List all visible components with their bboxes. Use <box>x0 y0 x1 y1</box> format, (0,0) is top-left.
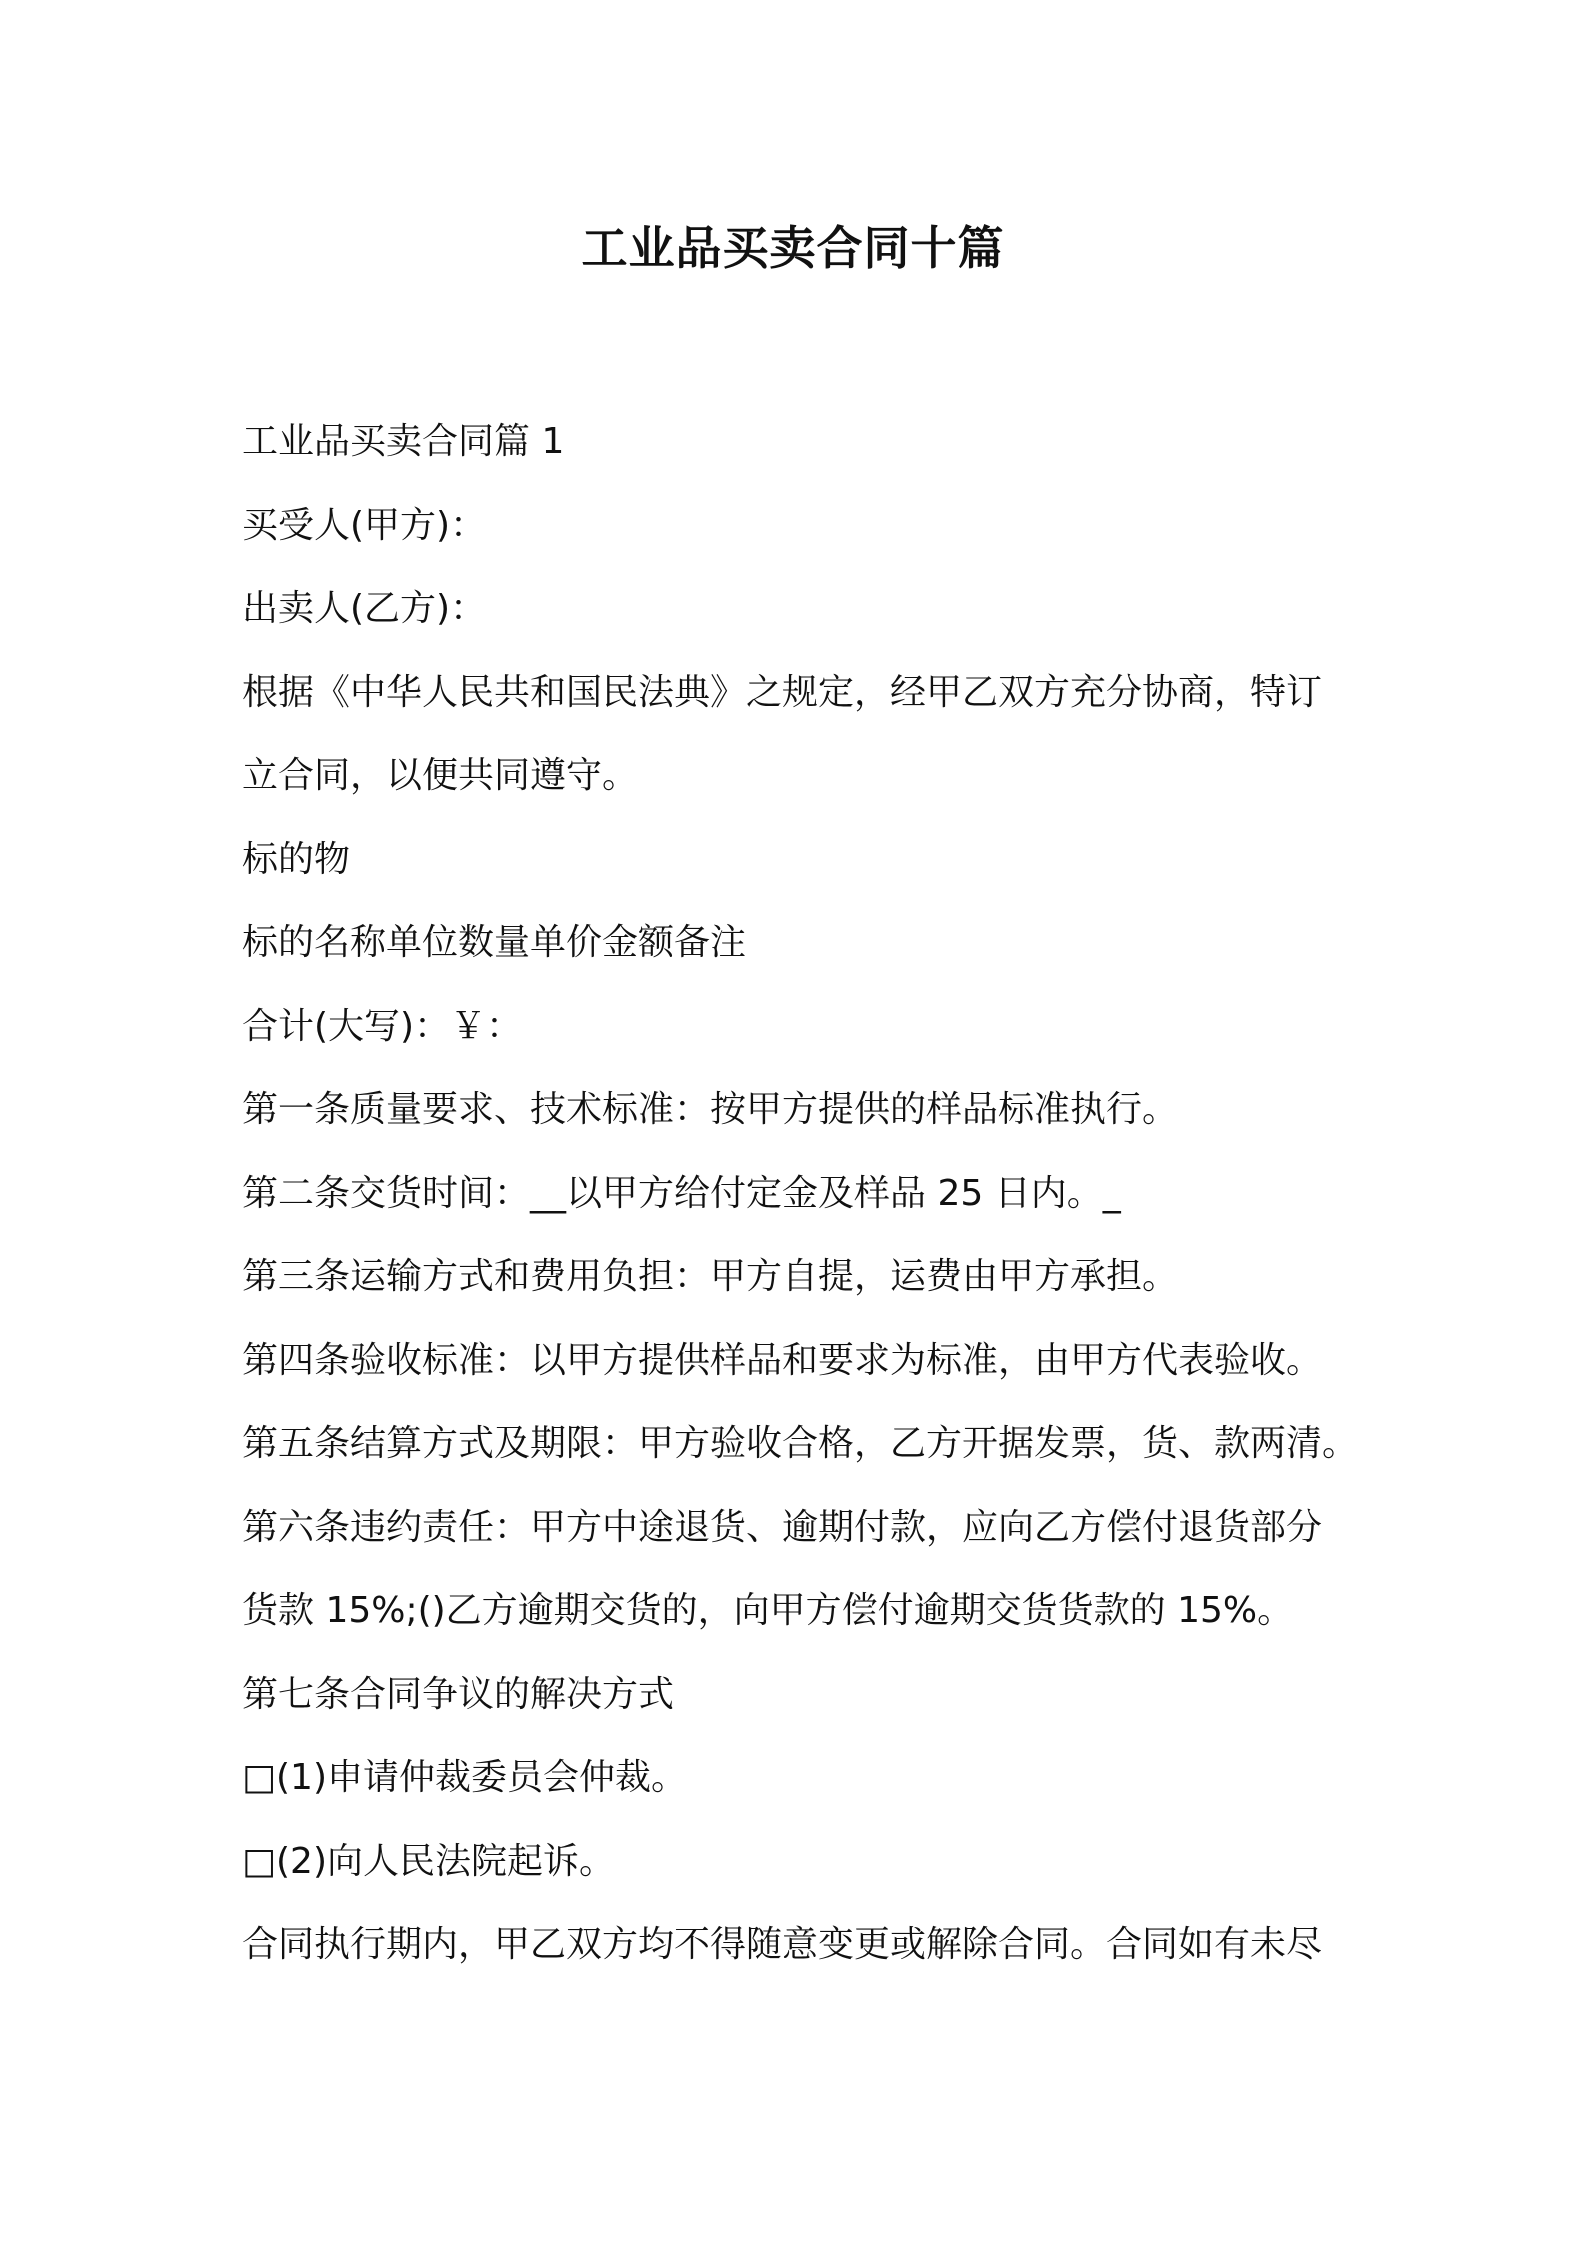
dispute-option-1: □(1)申请仲裁委员会仲裁。 <box>242 1757 688 1798</box>
clause-4: 第四条验收标准：以甲方提供样品和要求为标准，由甲方代表验收。 <box>242 1339 1323 1381</box>
paragraph-line: 立合同，以便共同遵守。 <box>242 755 639 796</box>
document-body <box>242 400 1362 1987</box>
section-heading: 工业品买卖合同篇 1 <box>242 421 565 462</box>
clause-3: 第三条运输方式和费用负担：甲方自提，运费由甲方承担。 <box>242 1256 1179 1297</box>
dispute-option-2: □(2)向人民法院起诉。 <box>242 1840 616 1882</box>
clause-2: 第二条交货时间：__以甲方给付定金及样品 25 日内。_ <box>242 1172 1121 1214</box>
paragraph-line: 合同执行期内，甲乙双方均不得随意变更或解除合同。合同如有未尽 <box>242 1924 1323 1965</box>
clause-5: 第五条结算方式及期限：甲方验收合格，乙方开据发票，货、款两清。 <box>242 1423 1359 1464</box>
subject-columns-line: 标的名称单位数量单价金额备注 <box>242 922 747 963</box>
buyer-line: 买受人(甲方)： <box>242 504 487 546</box>
clause-6: 第六条违约责任：甲方中途退货、逾期付款，应向乙方偿付退货部分 <box>242 1506 1323 1548</box>
clause-6-continued: 货款 15%;()乙方逾期交货的，向甲方偿付逾期交货货款的 15%。 <box>242 1590 1294 1631</box>
clause-1: 第一条质量要求、技术标准：按甲方提供的样品标准执行。 <box>242 1089 1179 1130</box>
subject-matter-line: 标的物 <box>242 838 351 880</box>
document-title: 工业品买卖合同十篇 <box>581 221 1005 275</box>
paragraph-line: 根据《中华人民共和国民法典》之规定，经甲乙双方充分协商，特订 <box>242 671 1323 713</box>
total-line: 合计(大写)：￥： <box>242 1005 523 1047</box>
clause-7: 第七条合同争议的解决方式 <box>242 1673 675 1715</box>
seller-line: 出卖人(乙方)： <box>242 588 487 629</box>
